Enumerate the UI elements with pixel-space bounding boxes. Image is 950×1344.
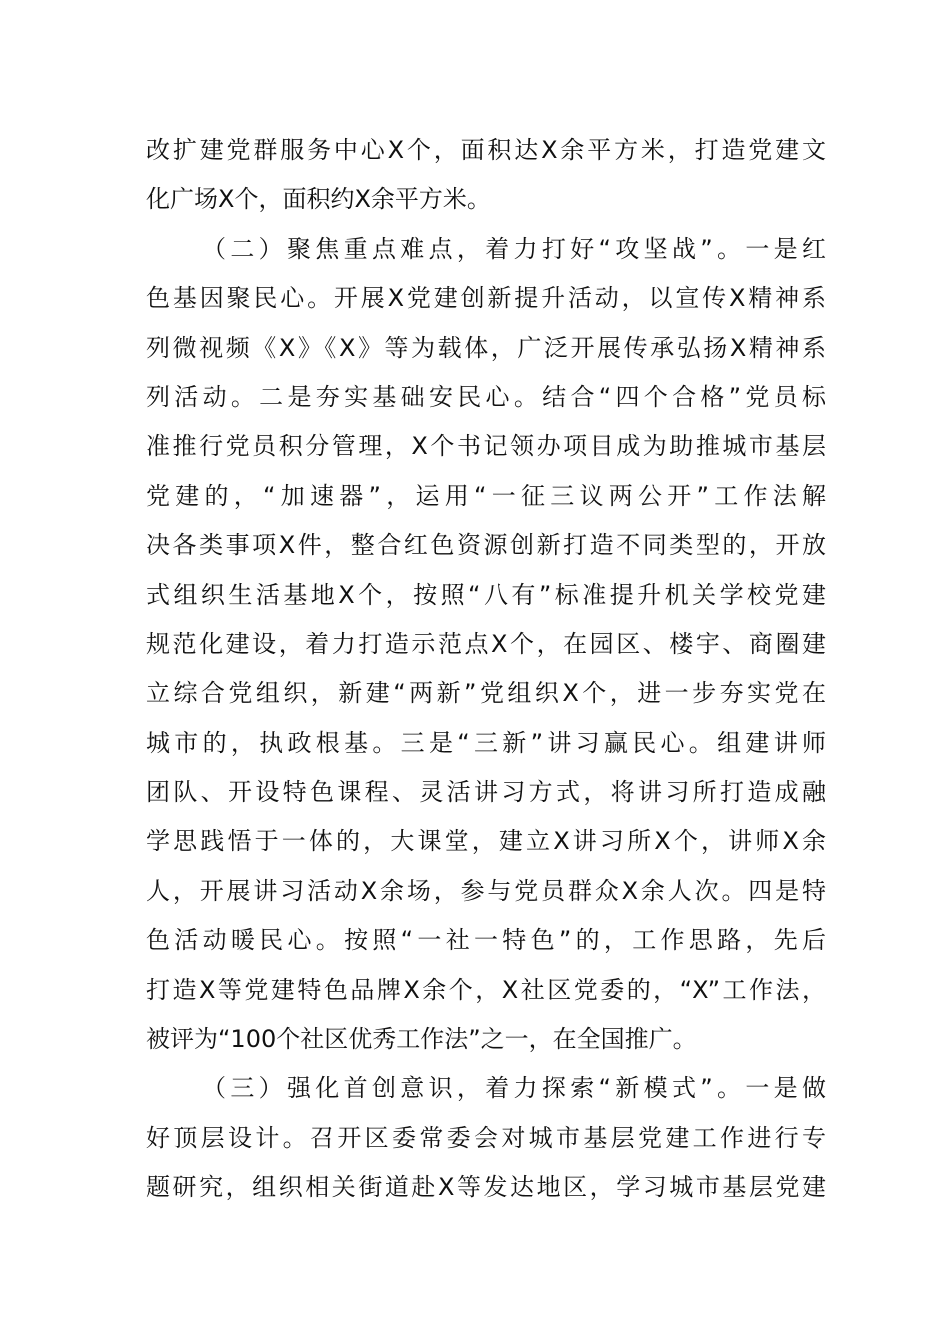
- text-line: 党建的，“加速器”，运用“一征三议两公开”工作法解: [146, 481, 826, 510]
- text-line: 色活动暖民心。按照“一社一特色”的，工作思路，先后: [146, 926, 826, 955]
- text-line: 化广场X个，面积约X余平方米。: [146, 185, 491, 214]
- text-line: 决各类事项X件，整合红色资源创新打造不同类型的，开放: [146, 531, 826, 560]
- section-heading-line: （三）强化首创意识，着力探索“新模式”。一是做: [202, 1074, 826, 1103]
- text-line: 规范化建设，着力打造示范点X个，在园区、楼宇、商圈建: [146, 629, 826, 658]
- text-line: 色基因聚民心。开展X党建创新提升活动，以宣传X精神系: [146, 284, 826, 313]
- text-line: 学思践悟于一体的，大课堂，建立X讲习所X个，讲师X余: [146, 827, 826, 856]
- text-line: 列活动。二是夯实基础安民心。结合“四个合格”党员标: [146, 382, 826, 411]
- section-heading-line: （二）聚焦重点难点，着力打好“攻坚战”。一是红: [202, 234, 826, 263]
- body-text: [146, 126, 826, 1213]
- text-line: 被评为“100个社区优秀工作法”之一，在全国推广。: [146, 1025, 697, 1054]
- text-line: 人，开展讲习活动X余场，参与党员群众X余人次。四是特: [146, 876, 826, 905]
- text-line: 打造X等党建特色品牌X余个，X社区党委的，“X”工作法，: [146, 975, 826, 1004]
- text-line: 准推行党员积分管理，X个书记领办项目成为助推城市基层: [146, 432, 826, 461]
- text-line: 立综合党组织，新建“两新”党组织X个，进一步夯实党在: [146, 679, 826, 708]
- text-line: 城市的，执政根基。三是“三新”讲习赢民心。组建讲师: [146, 728, 826, 757]
- text-line: 题研究，组织相关街道赴X等发达地区，学习城市基层党建: [146, 1173, 826, 1202]
- text-line: 式组织生活基地X个，按照“八有”标准提升机关学校党建: [146, 580, 826, 609]
- text-line: 列微视频《X》《X》等为载体，广泛开展传承弘扬X精神系: [146, 333, 826, 362]
- text-line: 改扩建党群服务中心X个，面积达X余平方米，打造党建文: [146, 136, 826, 164]
- text-line: 团队、开设特色课程、灵活讲习方式，将讲习所打造成融: [146, 778, 826, 807]
- text-line: 好顶层设计。召开区委常委会对城市基层党建工作进行专: [146, 1123, 826, 1152]
